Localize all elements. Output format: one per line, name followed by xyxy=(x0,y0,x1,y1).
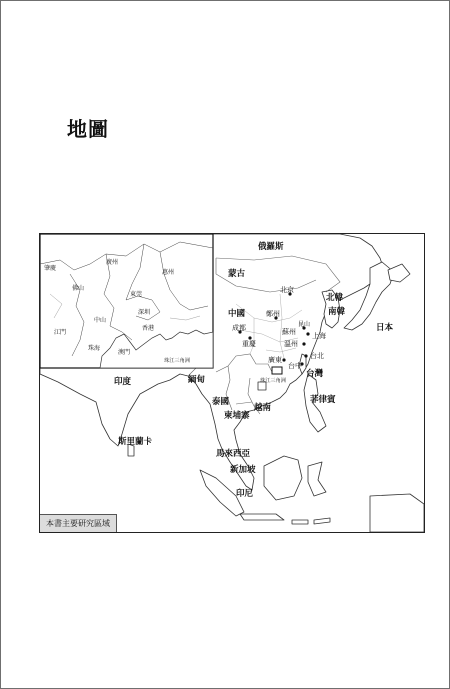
label-indonesia: 印尼 xyxy=(236,489,254,499)
inset-label-shenzhen: 深圳 xyxy=(138,309,151,316)
label-chengdu: 成都 xyxy=(232,324,246,332)
java-island xyxy=(240,514,284,520)
inset-label-foshan: 佛山 xyxy=(72,285,85,292)
label-sri-lanka: 斯里蘭卡 xyxy=(118,437,153,447)
label-japan: 日本 xyxy=(376,323,394,333)
shanghai-dot xyxy=(306,332,309,335)
label-thailand: 泰國 xyxy=(212,397,230,407)
label-singapore: 新加坡 xyxy=(230,465,256,475)
label-taichung: 台中 xyxy=(288,362,302,370)
inset-label-macau: 澳門 xyxy=(118,349,131,356)
label-prd-main: 珠江三角洲 xyxy=(260,378,286,384)
label-taiwan: 台灣 xyxy=(306,369,324,379)
label-cambodia: 柬埔寨 xyxy=(224,411,250,421)
label-india: 印度 xyxy=(114,377,132,387)
inset-label-zhaoqing: 肇慶 xyxy=(44,265,57,272)
inset-label-zhongshan: 中山 xyxy=(94,317,107,324)
label-mongolia: 蒙古 xyxy=(228,269,246,279)
label-philippines: 菲律賓 xyxy=(310,395,336,405)
inset-label-guangzhou: 廣州 xyxy=(106,259,119,266)
label-vietnam: 越南 xyxy=(254,403,272,413)
label-zhengzhou: 鄭州 xyxy=(266,310,280,318)
label-shanghai: 上海 xyxy=(312,332,326,340)
inset-label-prd: 珠江三角洲 xyxy=(164,358,190,364)
inset-label-huizhou: 惠州 xyxy=(162,269,175,276)
label-myanmar: 緬甸 xyxy=(188,375,206,385)
label-china: 中國 xyxy=(228,309,246,319)
label-wenzhou: 溫州 xyxy=(284,340,298,348)
inset-label-hongkong: 香港 xyxy=(142,325,155,332)
new-guinea-island xyxy=(370,494,424,532)
map-canvas xyxy=(40,234,424,532)
label-guangdong: 廣東 xyxy=(268,356,282,364)
inset-label-zhuhai: 珠海 xyxy=(88,345,101,352)
label-kunshan: 昆山 xyxy=(298,321,311,328)
prd-inset xyxy=(40,234,213,368)
label-south-korea: 南韓 xyxy=(328,307,346,317)
label-taipei: 台北 xyxy=(310,352,324,360)
wenzhou-dot xyxy=(302,342,305,345)
hokkaido xyxy=(388,264,410,282)
borneo-island xyxy=(264,456,302,500)
map-legend: 本書主要研究區域 xyxy=(40,514,117,532)
asia-map xyxy=(39,233,425,533)
taipei-dot xyxy=(304,354,307,357)
small-islands xyxy=(292,518,330,524)
label-russia: 俄羅斯 xyxy=(258,242,284,252)
label-north-korea: 北韓 xyxy=(326,293,344,303)
page-title: 地圖 xyxy=(67,117,109,141)
label-beijing: 北京 xyxy=(280,286,294,294)
guangdong-dot xyxy=(282,358,285,361)
label-malaysia: 馬來西亞 xyxy=(216,449,251,459)
inset-label-jiangmen: 江門 xyxy=(54,329,67,336)
sulawesi-island xyxy=(308,462,326,496)
label-suzhou: 蘇州 xyxy=(282,328,296,336)
label-chongqing: 重慶 xyxy=(242,340,256,348)
inset-label-dongguan: 東莞 xyxy=(130,291,143,298)
